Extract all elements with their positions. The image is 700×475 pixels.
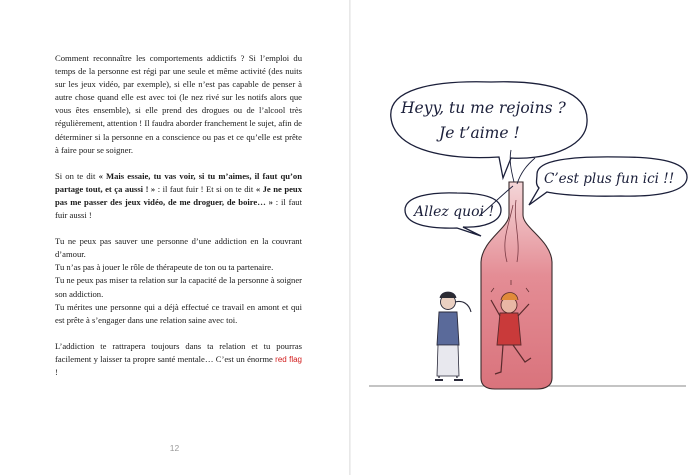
person-outside-bottle (435, 292, 471, 380)
line-you-deserve: Tu mérites une personne qui a déjà effectué ce travail en amont et qui est prête à s’engager dans une relation saine avec toi. (55, 301, 302, 325)
speech-bubble-left (405, 193, 501, 236)
body-text (55, 52, 302, 379)
quote-share-everything: « Mais essaie, tu vas voir, si tu m’aimes, il faut qu’on partage tout, et ça aussi ! » (55, 170, 302, 194)
right-page (351, 0, 700, 475)
line-not-therapist: Tu n’as pas à jouer le rôle de thérapeute de ton ou ta partenaire. (55, 262, 274, 273)
red-flag-highlight: red flag (275, 354, 302, 364)
paragraph-run-away-part-1: Si on te dit (55, 170, 99, 181)
bubble-top-line-2: Je t’aime ! (439, 124, 520, 142)
paragraph-addictive-behaviours: Comment reconnaître les comportements addictifs ? Si l’emploi du temps de la personne est régi par une seule et même activité (des nuits sur les jeux vidéo, par exemple), si elle n’est pas capable de penser à autre chose quand elle est avec toi (le nez rivé sur les notifs alors que vous êtes ensemble), si elle prend des drogues ou de l’alcool très régulièrement, attention ! Il faudra aborder franchement le sujet, afin de déterminer si la personne en a conscience ou pas et ce qu’elle est prête à faire pour se soigner. (55, 53, 302, 155)
illustration-bottle-addiction (351, 0, 700, 475)
paragraph-run-away-part-2: : il faut fuir ! Et si on te dit (155, 183, 256, 194)
paragraph-run-away-part-3: : il faut fuir aussi ! (55, 196, 302, 221)
bubble-left-text: Allez quoi ! (414, 204, 495, 220)
paragraph-you-cannot-save (55, 235, 302, 327)
paragraph-red-flag-text: L’addiction te rattrapera toujours dans ta relation et tu pourras facilement y laisser ta propre santé mentale… C’est un énorme (55, 340, 302, 364)
paragraph-run-away (55, 170, 302, 222)
bubble-right-text: C’est plus fun ici !! (544, 171, 675, 187)
line-save-with-love: Tu ne peux pas sauver une personne d’une addiction en la couvrant d’amour. (55, 236, 302, 260)
quote-cannot-stop: « Je ne peux pas me passer des jeux vidéo, de me droguer, de boire… » (55, 183, 302, 207)
paragraph-red-flag-end: ! (55, 366, 58, 377)
left-page (0, 0, 349, 475)
line-do-not-bet: Tu ne peux pas miser ta relation sur la capacité de la personne à soigner son addiction. (55, 275, 302, 299)
speech-bubble-right (529, 157, 687, 205)
page-number: 12 (169, 443, 180, 453)
paragraph-red-flag (55, 340, 302, 379)
bubble-top-line-1: Heyy, tu me rejoins ? (401, 99, 566, 117)
